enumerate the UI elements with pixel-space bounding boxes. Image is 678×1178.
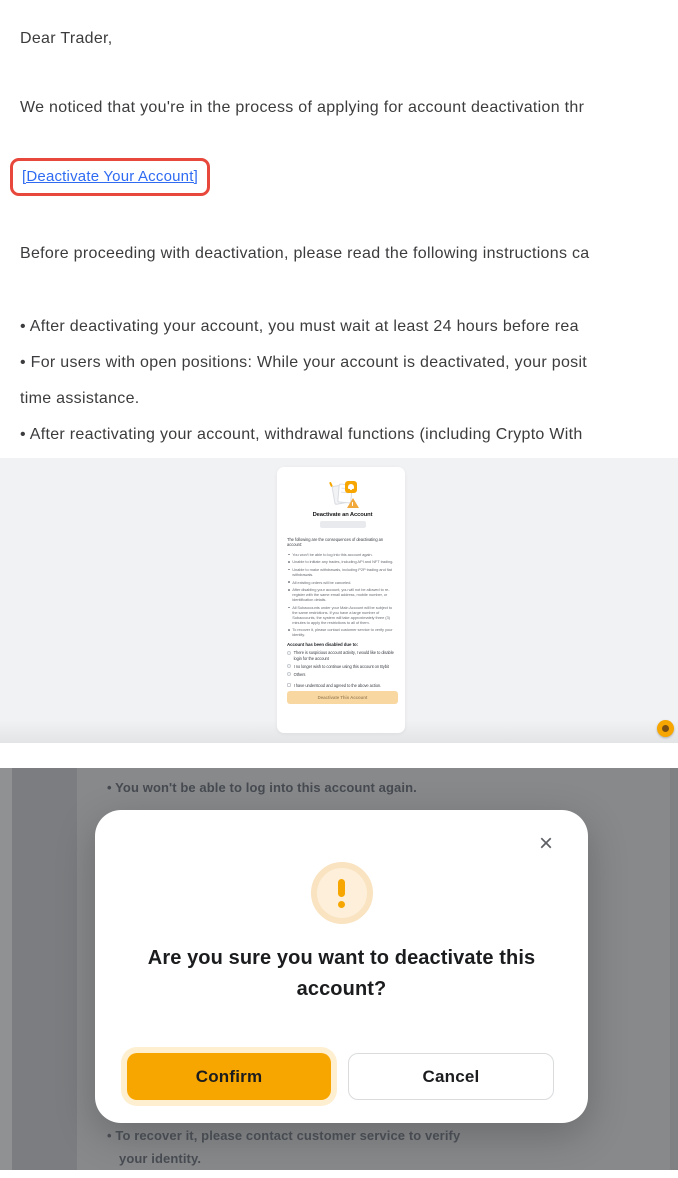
- consequence-item: All Subaccounts under your Main Account will be subject to the same restrictions. If you have a large number of Subaccounts, the system will take approximately three (3) minutes to apply the restrictions to all of them.: [287, 605, 398, 625]
- reason-option[interactable]: Others: [287, 672, 398, 677]
- screen-title: Deactivate an Account: [312, 512, 373, 518]
- warning-exclamation-icon: [311, 862, 373, 924]
- modal-button-row: [127, 1053, 554, 1100]
- bullet-dot: [288, 581, 290, 583]
- email-excerpt: [0, 0, 678, 458]
- email-bullet-2: • For users with open positions: While your account is deactivated, your posit: [20, 354, 588, 371]
- consequence-item: To recover it, please contact customer service to verify your identity.: [287, 627, 398, 637]
- bullet-dot: [288, 629, 290, 631]
- modal-title: [95, 943, 588, 1005]
- bullet-dot: [288, 561, 290, 563]
- consequence-item: Unable to make withdrawals, including P2P trading and fiat withdrawals.: [287, 567, 398, 577]
- redacted-uid: [320, 521, 366, 528]
- consequence-item: After disabling your account, you will not be allowed to re-register with the same email address, mobile number, or identification details.: [287, 587, 398, 602]
- documents-alert-icon: [325, 481, 361, 508]
- email-bullet-3: • After reactivating your account, withdrawal functions (including Crypto With: [20, 426, 583, 443]
- close-icon[interactable]: ×: [538, 830, 553, 857]
- confirm-deactivate-modal: [95, 810, 588, 1123]
- modal-title-line1: Are you sure you want to deactivate this: [147, 947, 536, 969]
- bell-icon: [345, 481, 357, 493]
- deactivate-account-link[interactable]: [Deactivate Your Account]: [22, 168, 198, 185]
- dimmed-sidebar: [12, 768, 77, 1170]
- radio-icon[interactable]: [287, 672, 291, 676]
- radio-icon[interactable]: [287, 651, 291, 655]
- bullet-dot: [288, 589, 290, 591]
- reason-option[interactable]: I no longer wish to continue using this account on Bybit: [287, 664, 398, 669]
- bullet-dot: [288, 607, 290, 609]
- agree-row[interactable]: [287, 683, 398, 688]
- dimmed-edge-right: [670, 768, 678, 1170]
- email-instructions: Before proceeding with deactivation, please read the following instructions ca: [20, 245, 590, 262]
- consequences-intro: The following are the consequences of deactivating an account:: [287, 537, 384, 548]
- consequence-item: You won't be able to log into this account again.: [287, 552, 398, 557]
- modal-title-line2: account?: [296, 978, 387, 1000]
- background-bullet-bottom-line2: your identity.: [119, 1151, 202, 1166]
- badge-glyph: [662, 725, 669, 732]
- dialog-overlay: [0, 768, 678, 1170]
- app-screenshot-band: [0, 458, 678, 743]
- support-floating-badge[interactable]: [657, 720, 674, 737]
- radio-icon[interactable]: [287, 664, 291, 668]
- agree-label: I have understood and agreed to the above action.: [293, 682, 382, 688]
- email-bullet-2-cont: time assistance.: [20, 390, 140, 407]
- background-bullet-top: • You won't be able to log into this account again.: [107, 780, 417, 795]
- confirm-button[interactable]: Confirm: [127, 1053, 331, 1100]
- cancel-button[interactable]: Cancel: [348, 1053, 554, 1100]
- disabled-reason-label: Account has been disabled due to:: [287, 642, 359, 648]
- dimmed-edge-left: [0, 768, 12, 1170]
- checkbox-icon[interactable]: [287, 683, 291, 687]
- bullet-dot: [288, 554, 290, 556]
- consequence-item: All existing orders will be canceled.: [287, 580, 398, 585]
- reason-radio-group: [287, 650, 398, 676]
- bullet-dot: [288, 569, 290, 571]
- link-highlight-box: [10, 158, 210, 196]
- deactivate-this-account-button[interactable]: Deactivate This Account: [287, 691, 398, 704]
- consequences-list: [287, 552, 398, 638]
- reason-option[interactable]: There is suspicious account activity, I would like to disable login for the account: [287, 650, 398, 660]
- consequence-item: Unable to initiate any trades, including API and NFT trading.: [287, 559, 398, 564]
- background-bullet-bottom-line1: • To recover it, please contact customer service to verify: [107, 1128, 461, 1143]
- email-greeting: Dear Trader,: [20, 30, 113, 47]
- deactivate-account-screen: [277, 467, 405, 733]
- email-intro: We noticed that you're in the process of applying for account deactivation thr: [20, 99, 585, 116]
- email-bullet-1: • After deactivating your account, you must wait at least 24 hours before rea: [20, 318, 579, 335]
